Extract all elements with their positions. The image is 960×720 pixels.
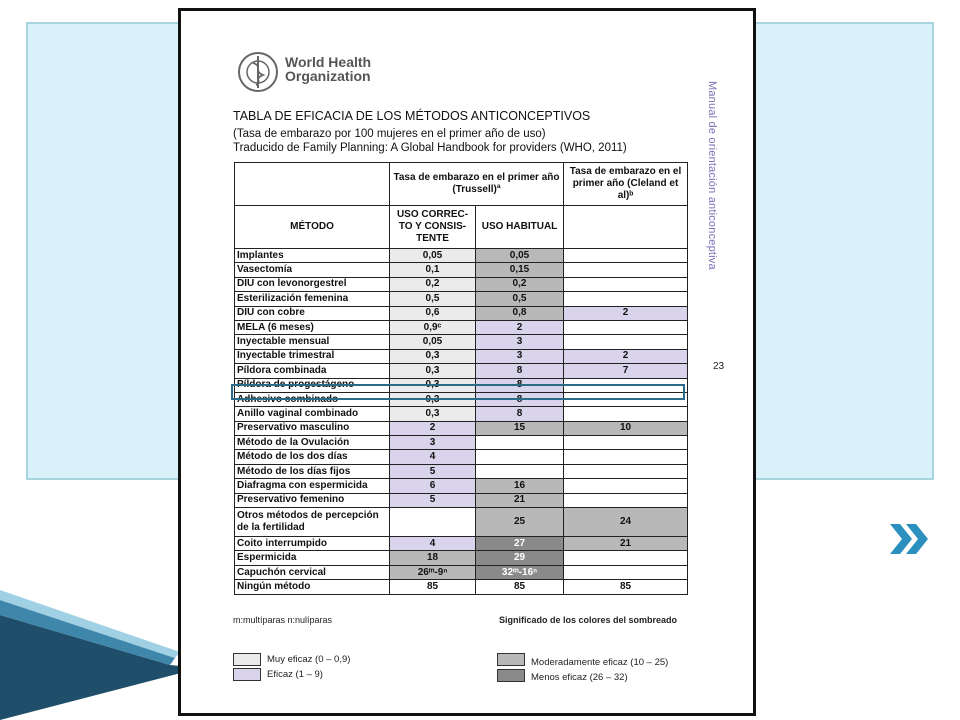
correct-use-cell: 4 bbox=[390, 537, 476, 551]
cleland-cell bbox=[564, 263, 688, 277]
habitual-use-cell: 0,2 bbox=[476, 277, 564, 291]
table-title: TABLA DE EFICACIA DE LOS MÉTODOS ANTICONCEPTIVOS bbox=[233, 109, 591, 123]
table-row bbox=[235, 292, 688, 306]
correct-use-cell: 85 bbox=[390, 580, 476, 594]
method-cell: Adhesivo combinado bbox=[235, 392, 390, 406]
correct-use-cell: 26ᵐ-9ⁿ bbox=[390, 565, 476, 579]
side-running-title: Manual de orientación anticonceptiva bbox=[706, 81, 718, 270]
header-correct-use: USO CORREC-TO Y CONSIS-TENTE bbox=[390, 206, 476, 249]
method-cell: Método de los días fijos bbox=[235, 464, 390, 478]
method-cell: Otros métodos de percepción de la fertilidad bbox=[235, 508, 390, 537]
method-cell: Coito interrumpido bbox=[235, 537, 390, 551]
legend-swatch-less-effective bbox=[497, 669, 525, 682]
header-trussell: Tasa de embarazo en el primer año (Trussell)ª bbox=[390, 163, 564, 206]
correct-use-cell: 5 bbox=[390, 493, 476, 507]
method-cell: Método de la Ovulación bbox=[235, 436, 390, 450]
method-cell: Anillo vaginal combinado bbox=[235, 407, 390, 421]
table-row bbox=[235, 263, 688, 277]
cleland-cell bbox=[564, 292, 688, 306]
habitual-use-cell: 0,5 bbox=[476, 292, 564, 306]
table-subtitle bbox=[233, 127, 627, 155]
method-cell: Inyectable trimestral bbox=[235, 349, 390, 363]
correct-use-cell: 0,9ᶜ bbox=[390, 320, 476, 334]
correct-use-cell: 5 bbox=[390, 464, 476, 478]
habitual-use-cell: 3 bbox=[476, 349, 564, 363]
cleland-cell bbox=[564, 335, 688, 349]
table-row bbox=[235, 277, 688, 291]
cleland-cell bbox=[564, 479, 688, 493]
method-cell: Ningún método bbox=[235, 580, 390, 594]
table-row bbox=[235, 335, 688, 349]
method-cell: Capuchón cervical bbox=[235, 565, 390, 579]
correct-use-cell: 0,05 bbox=[390, 249, 476, 263]
header-habitual-use: USO HABITUAL bbox=[476, 206, 564, 249]
correct-use-cell: 0,2 bbox=[390, 277, 476, 291]
habitual-use-cell: 8 bbox=[476, 392, 564, 406]
cleland-cell: 24 bbox=[564, 508, 688, 537]
correct-use-cell: 0,3 bbox=[390, 349, 476, 363]
method-cell: Inyectable mensual bbox=[235, 335, 390, 349]
subtitle-line-1: (Tasa de embarazo por 100 mujeres en el primer año de uso) bbox=[233, 128, 546, 140]
cleland-cell bbox=[564, 464, 688, 478]
habitual-use-cell: 0,15 bbox=[476, 263, 564, 277]
correct-use-cell: 0,1 bbox=[390, 263, 476, 277]
method-cell: MELA (6 meses) bbox=[235, 320, 390, 334]
cleland-cell bbox=[564, 407, 688, 421]
habitual-use-cell bbox=[476, 464, 564, 478]
cleland-cell: 10 bbox=[564, 421, 688, 435]
cleland-cell: 7 bbox=[564, 364, 688, 378]
method-cell: DIU con levonorgestrel bbox=[235, 277, 390, 291]
cleland-cell bbox=[564, 450, 688, 464]
correct-use-cell bbox=[390, 508, 476, 537]
habitual-use-cell: 32ᵐ-16ⁿ bbox=[476, 565, 564, 579]
table-row bbox=[235, 551, 688, 565]
cleland-cell bbox=[564, 249, 688, 263]
method-cell: Esterilización femenina bbox=[235, 292, 390, 306]
table-row bbox=[235, 364, 688, 378]
row-highlight-box bbox=[231, 384, 685, 400]
method-cell: Píldora combinada bbox=[235, 364, 390, 378]
habitual-use-cell: 27 bbox=[476, 537, 564, 551]
legend-label-very-effective: Muy eficaz (0 – 0,9) bbox=[267, 654, 351, 665]
decorative-ribbon bbox=[0, 590, 200, 720]
table-row bbox=[235, 450, 688, 464]
legend-label-less-effective: Menos eficaz (26 – 32) bbox=[531, 672, 628, 683]
legend-label-moderately-effective: Moderadamente eficaz (10 – 25) bbox=[531, 657, 669, 668]
cleland-cell bbox=[564, 277, 688, 291]
cleland-cell bbox=[564, 551, 688, 565]
habitual-use-cell: 8 bbox=[476, 407, 564, 421]
correct-use-cell: 0,3 bbox=[390, 378, 476, 392]
legend-swatch-very-effective bbox=[233, 653, 261, 666]
habitual-use-cell: 3 bbox=[476, 335, 564, 349]
header-empty bbox=[235, 163, 390, 206]
header-cleland: Tasa de embarazo en el primer año (Cleland et al)ᵇ bbox=[564, 163, 688, 206]
table-row bbox=[235, 464, 688, 478]
cleland-cell bbox=[564, 565, 688, 579]
habitual-use-cell: 15 bbox=[476, 421, 564, 435]
habitual-use-cell bbox=[476, 436, 564, 450]
table-body bbox=[235, 249, 688, 595]
method-cell: Implantes bbox=[235, 249, 390, 263]
table-row bbox=[235, 320, 688, 334]
table-row bbox=[235, 349, 688, 363]
correct-use-cell: 4 bbox=[390, 450, 476, 464]
correct-use-cell: 6 bbox=[390, 479, 476, 493]
table-row bbox=[235, 421, 688, 435]
footnote: m:multíparas n:nulíparas bbox=[233, 615, 333, 625]
table-row bbox=[235, 493, 688, 507]
org-line-1: World Health bbox=[285, 54, 372, 70]
correct-use-cell: 2 bbox=[390, 421, 476, 435]
method-cell: Píldora de progestágeno bbox=[235, 378, 390, 392]
cleland-cell: 2 bbox=[564, 349, 688, 363]
method-cell: Preservativo masculino bbox=[235, 421, 390, 435]
method-cell: Espermicida bbox=[235, 551, 390, 565]
table-row bbox=[235, 436, 688, 450]
table-row bbox=[235, 479, 688, 493]
habitual-use-cell: 21 bbox=[476, 493, 564, 507]
correct-use-cell: 0,3 bbox=[390, 364, 476, 378]
method-cell: Preservativo femenino bbox=[235, 493, 390, 507]
document-page bbox=[178, 8, 756, 716]
page-number: 23 bbox=[713, 361, 725, 372]
table-row bbox=[235, 249, 688, 263]
who-logo-icon bbox=[237, 51, 279, 93]
cleland-cell: 85 bbox=[564, 580, 688, 594]
org-line-2: Organization bbox=[285, 68, 371, 84]
efficacy-table bbox=[234, 162, 688, 595]
correct-use-cell: 0,3 bbox=[390, 392, 476, 406]
habitual-use-cell: 0,8 bbox=[476, 306, 564, 320]
shading-legend-title: Significado de los colores del sombreado bbox=[499, 615, 678, 625]
method-cell: Diafragma con espermicida bbox=[235, 479, 390, 493]
correct-use-cell: 18 bbox=[390, 551, 476, 565]
next-slide-icon[interactable] bbox=[888, 520, 932, 558]
habitual-use-cell: 2 bbox=[476, 320, 564, 334]
correct-use-cell: 0,05 bbox=[390, 335, 476, 349]
habitual-use-cell bbox=[476, 450, 564, 464]
table-row bbox=[235, 407, 688, 421]
correct-use-cell: 0,5 bbox=[390, 292, 476, 306]
habitual-use-cell: 16 bbox=[476, 479, 564, 493]
habitual-use-cell: 29 bbox=[476, 551, 564, 565]
cleland-cell bbox=[564, 493, 688, 507]
cleland-cell bbox=[564, 436, 688, 450]
organization-name bbox=[285, 55, 371, 83]
legend-swatch-effective bbox=[233, 668, 261, 681]
correct-use-cell: 0,3 bbox=[390, 407, 476, 421]
method-cell: Vasectomía bbox=[235, 263, 390, 277]
legend-swatch-moderately-effective bbox=[497, 653, 525, 666]
table-row bbox=[235, 565, 688, 579]
habitual-use-cell: 85 bbox=[476, 580, 564, 594]
legend-label-effective: Eficaz (1 – 9) bbox=[267, 669, 323, 680]
habitual-use-cell: 0,05 bbox=[476, 249, 564, 263]
correct-use-cell: 3 bbox=[390, 436, 476, 450]
habitual-use-cell: 8 bbox=[476, 364, 564, 378]
cleland-cell bbox=[564, 320, 688, 334]
header-cleland-empty bbox=[564, 206, 688, 249]
header-method: MÉTODO bbox=[235, 206, 390, 249]
table-row bbox=[235, 508, 688, 537]
table-row bbox=[235, 306, 688, 320]
cleland-cell: 21 bbox=[564, 537, 688, 551]
habitual-use-cell: 25 bbox=[476, 508, 564, 537]
habitual-use-cell: 8 bbox=[476, 378, 564, 392]
table-row bbox=[235, 580, 688, 594]
subtitle-line-2: Traducido de Family Planning: A Global Handbook for providers (WHO, 2011) bbox=[233, 142, 627, 154]
method-cell: DIU con cobre bbox=[235, 306, 390, 320]
correct-use-cell: 0,6 bbox=[390, 306, 476, 320]
cleland-cell: 2 bbox=[564, 306, 688, 320]
method-cell: Método de los dos días bbox=[235, 450, 390, 464]
table-row bbox=[235, 537, 688, 551]
